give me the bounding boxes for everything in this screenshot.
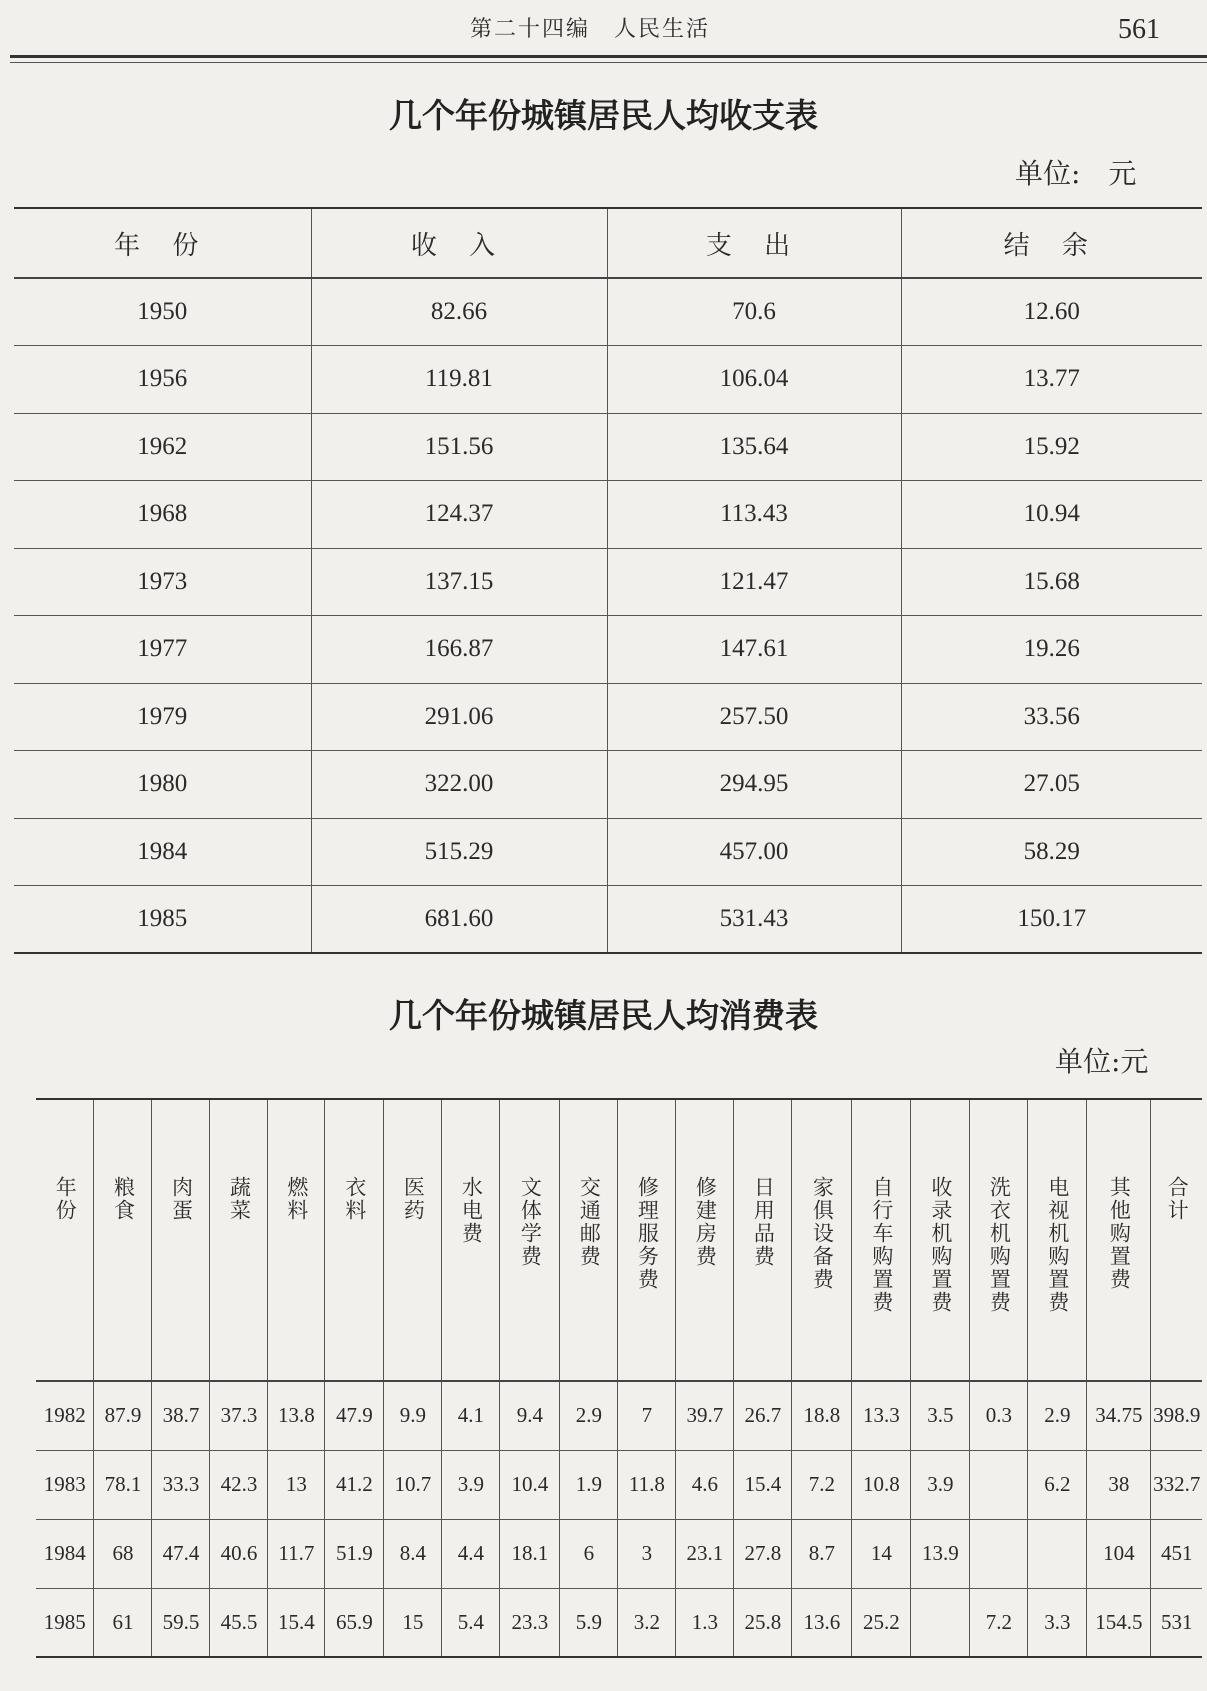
table-cell: 65.9 [325, 1588, 384, 1657]
table1-col-header: 结 余 [1003, 230, 1100, 261]
table-cell: 37.3 [210, 1381, 268, 1450]
table-row [14, 346, 1202, 414]
table-cell: 78.1 [94, 1450, 152, 1519]
table-cell: 40.6 [210, 1519, 268, 1588]
table-cell: 34.75 [1087, 1381, 1151, 1450]
table-cell: 1973 [14, 548, 311, 616]
table-cell: 1984 [36, 1519, 94, 1588]
table-cell: 38 [1087, 1450, 1151, 1519]
table1-title: 几个年份城镇居民人均收支表 [389, 96, 818, 135]
table-cell: 13.77 [1023, 365, 1080, 393]
table2-col-header [560, 1099, 618, 1381]
table-cell: 1985 [14, 886, 311, 954]
table2-col-header-label: 蔬菜 [227, 1176, 252, 1222]
table-cell: 59.5 [152, 1588, 210, 1657]
table-cell: 147.61 [607, 616, 901, 684]
table2-col-header [384, 1099, 442, 1381]
table-cell: 13.6 [792, 1588, 852, 1657]
table-cell: 15.4 [734, 1450, 792, 1519]
table-cell: 13.3 [852, 1381, 911, 1450]
table-cell: 27.05 [1023, 770, 1080, 798]
table-cell: 1956 [14, 346, 311, 414]
table-cell: 3.9 [442, 1450, 500, 1519]
consumption-table [36, 1098, 1202, 1658]
table2-col-header-label: 修理服务费 [635, 1176, 660, 1291]
page-number: 561 [1118, 14, 1160, 45]
table2-col-header-label: 水电费 [459, 1176, 484, 1245]
table-cell: 113.43 [607, 481, 901, 549]
table-cell: 61 [94, 1588, 152, 1657]
table-cell: 1968 [14, 481, 311, 549]
table-cell: 398.9 [1153, 1403, 1201, 1428]
table-cell: 51.9 [325, 1519, 384, 1588]
table-cell: 10.7 [384, 1450, 442, 1519]
table-row [14, 683, 1202, 751]
table-cell: 1980 [14, 751, 311, 819]
table-cell: 13.9 [911, 1519, 970, 1588]
table-cell: 121.47 [607, 548, 901, 616]
table-cell: 7.2 [792, 1450, 852, 1519]
table1-body [14, 278, 1202, 953]
table2-col-header-label: 肉蛋 [169, 1176, 194, 1222]
table-cell: 33.3 [152, 1450, 210, 1519]
table-cell: 681.60 [311, 886, 607, 954]
table-cell: 47.4 [152, 1519, 210, 1588]
table-cell: 38.7 [152, 1381, 210, 1450]
table-cell: 12.60 [1023, 298, 1080, 325]
table-cell: 39.7 [676, 1381, 734, 1450]
table-cell: 1.3 [676, 1588, 734, 1657]
table-cell: 1985 [36, 1588, 94, 1657]
table-cell: 124.37 [311, 481, 607, 549]
table-cell: 58.29 [1023, 837, 1080, 865]
table2-col-header [268, 1099, 325, 1381]
income-expenditure-table [14, 207, 1202, 954]
table-cell: 11.7 [268, 1519, 325, 1588]
table2-col-header-label: 粮食 [111, 1176, 136, 1222]
table-cell: 9.4 [500, 1381, 560, 1450]
table1-col-header: 年 份 [14, 208, 311, 278]
table-cell: 104 [1087, 1519, 1151, 1588]
table-cell: 87.9 [94, 1381, 152, 1450]
table2-col-header [676, 1099, 734, 1381]
table2-title: 几个年份城镇居民人均消费表 [389, 996, 818, 1035]
table1-unit: 单位: 元 [1015, 157, 1137, 190]
table2-col-header [618, 1099, 676, 1381]
table-cell: 0.3 [970, 1381, 1028, 1450]
table-cell: 15 [384, 1588, 442, 1657]
table-cell: 531 [1160, 1609, 1193, 1634]
table-cell: 106.04 [607, 346, 901, 414]
table-cell: 151.56 [311, 413, 607, 481]
table-cell: 70.6 [607, 278, 901, 346]
table2-col-header-label: 衣料 [342, 1176, 367, 1222]
table-cell: 82.66 [311, 278, 607, 346]
table-cell: 10.8 [852, 1450, 911, 1519]
table2-col-header [36, 1099, 94, 1381]
table2-col-header [734, 1099, 792, 1381]
table-cell: 531.43 [607, 886, 901, 954]
table-cell: 1984 [14, 818, 311, 886]
table2-col-header [500, 1099, 560, 1381]
table-cell: 15.92 [1023, 432, 1080, 460]
table-cell: 33.56 [1023, 702, 1080, 730]
table2-col-header-label: 修建房费 [693, 1176, 718, 1268]
table2-col-header [1028, 1099, 1087, 1381]
table-cell: 1.9 [560, 1450, 618, 1519]
table-cell: 13.8 [268, 1381, 325, 1450]
table2-col-header [792, 1099, 852, 1381]
table-cell: 257.50 [607, 683, 901, 751]
table-cell: 47.9 [325, 1381, 384, 1450]
table2-col-header-label: 文体学费 [518, 1176, 543, 1268]
table-cell: 68 [94, 1519, 152, 1588]
table2-col-header [210, 1099, 268, 1381]
table-cell: 154.5 [1087, 1588, 1151, 1657]
table2-col-header-label: 收录机购置费 [928, 1176, 953, 1314]
table2-col-header-label: 医药 [401, 1176, 426, 1222]
table-cell: 10.94 [1023, 500, 1080, 528]
page-header [0, 0, 1207, 52]
table2-col-header [911, 1099, 970, 1381]
table-row [14, 751, 1202, 819]
table2-col-header [94, 1099, 152, 1381]
table-cell: 5.4 [442, 1588, 500, 1657]
table-cell: 3 [618, 1519, 676, 1588]
table-cell: 25.8 [734, 1588, 792, 1657]
table-row [14, 548, 1202, 616]
table1-header-row [14, 208, 1202, 278]
table2-body [36, 1381, 1202, 1657]
table2-col-header-label: 其他购置费 [1107, 1176, 1132, 1291]
table-cell: 18.8 [792, 1381, 852, 1450]
table-cell: 15.4 [268, 1588, 325, 1657]
table-cell: 451 [1160, 1541, 1193, 1565]
table-cell: 294.95 [607, 751, 901, 819]
table-cell: 135.64 [607, 413, 901, 481]
table-cell: 137.15 [311, 548, 607, 616]
table-row [14, 413, 1202, 481]
table2-col-header-label: 交通邮费 [577, 1176, 602, 1268]
table-cell: 10.4 [500, 1450, 560, 1519]
table-cell: 3.3 [1028, 1588, 1087, 1657]
table-cell: 8.7 [792, 1519, 852, 1588]
table-cell: 2.9 [560, 1381, 618, 1450]
table2-col-header [970, 1099, 1028, 1381]
table-row [14, 818, 1202, 886]
table-cell: 1979 [14, 683, 311, 751]
table1-col-header: 支 出 [607, 208, 901, 278]
table-cell: 322.00 [311, 751, 607, 819]
table2-col-header-label: 燃料 [284, 1176, 309, 1222]
table-cell: 23.1 [676, 1519, 734, 1588]
table-row [36, 1381, 1202, 1450]
table-cell: 332.7 [1153, 1472, 1201, 1496]
table-cell [1028, 1519, 1087, 1588]
table2-col-header-label: 电视机购置费 [1045, 1176, 1070, 1314]
table-row [36, 1519, 1202, 1588]
table2-header-row [36, 1099, 1202, 1381]
table-cell: 27.8 [734, 1519, 792, 1588]
table2-col-header-label: 自行车购置费 [869, 1176, 894, 1314]
table-cell: 119.81 [311, 346, 607, 414]
table-cell: 9.9 [384, 1381, 442, 1450]
table-cell: 3.2 [618, 1588, 676, 1657]
table-cell: 14 [852, 1519, 911, 1588]
table2-unit: 单位:元 [1055, 1045, 1149, 1078]
table-cell: 42.3 [210, 1450, 268, 1519]
table-cell: 3.9 [911, 1450, 970, 1519]
table-cell: 1983 [36, 1450, 94, 1519]
table-row [36, 1450, 1202, 1519]
table-cell: 15.68 [1023, 567, 1080, 595]
table-cell: 45.5 [210, 1588, 268, 1657]
table2-col-header [152, 1099, 210, 1381]
table-row [14, 481, 1202, 549]
table2-col-header-label: 洗衣机购置费 [987, 1176, 1012, 1314]
table-cell: 5.9 [560, 1588, 618, 1657]
header-rule [10, 55, 1207, 58]
table-cell: 25.2 [852, 1588, 911, 1657]
table-row [14, 278, 1202, 346]
table2-col-header-label: 日用品费 [751, 1176, 776, 1268]
table1-col-header: 收 入 [311, 208, 607, 278]
table-cell: 6.2 [1028, 1450, 1087, 1519]
table-cell: 1950 [14, 278, 311, 346]
table-row [14, 616, 1202, 684]
table-cell: 4.1 [442, 1381, 500, 1450]
table2-col-header-label: 合计 [1165, 1176, 1190, 1222]
table-cell: 41.2 [325, 1450, 384, 1519]
table-cell: 1977 [14, 616, 311, 684]
table-cell: 1962 [14, 413, 311, 481]
table-cell [970, 1450, 1028, 1519]
table-cell: 19.26 [1023, 635, 1080, 663]
table-cell [970, 1519, 1028, 1588]
table2-col-header [325, 1099, 384, 1381]
table2-col-header-label: 家俱设备费 [810, 1176, 835, 1291]
table2-col-header [1087, 1099, 1151, 1381]
table-cell: 150.17 [1017, 905, 1087, 932]
table-row [14, 886, 1202, 954]
table-cell: 291.06 [311, 683, 607, 751]
table-cell: 1982 [36, 1381, 94, 1450]
header-rule-thin [10, 62, 1207, 63]
table-cell: 166.87 [311, 616, 607, 684]
table2-col-header [852, 1099, 911, 1381]
table-row [36, 1588, 1202, 1657]
table-cell: 8.4 [384, 1519, 442, 1588]
table-cell: 457.00 [607, 818, 901, 886]
table-cell: 4.6 [676, 1450, 734, 1519]
table2-col-header-label: 年份 [53, 1176, 78, 1222]
table-cell: 3.5 [911, 1381, 970, 1450]
table-cell: 11.8 [618, 1450, 676, 1519]
table2-col-header [442, 1099, 500, 1381]
table-cell: 18.1 [500, 1519, 560, 1588]
table-cell: 515.29 [311, 818, 607, 886]
table-cell: 2.9 [1028, 1381, 1087, 1450]
table-cell: 4.4 [442, 1519, 500, 1588]
table-cell: 26.7 [734, 1381, 792, 1450]
table-cell: 6 [560, 1519, 618, 1588]
table-cell: 7.2 [970, 1588, 1028, 1657]
table-cell [911, 1588, 970, 1657]
table2-col-header [1151, 1099, 1202, 1381]
running-title: 第二十四编 人民生活 [470, 17, 711, 42]
table-cell: 7 [618, 1381, 676, 1450]
table-cell: 13 [268, 1450, 325, 1519]
table-cell: 23.3 [500, 1588, 560, 1657]
